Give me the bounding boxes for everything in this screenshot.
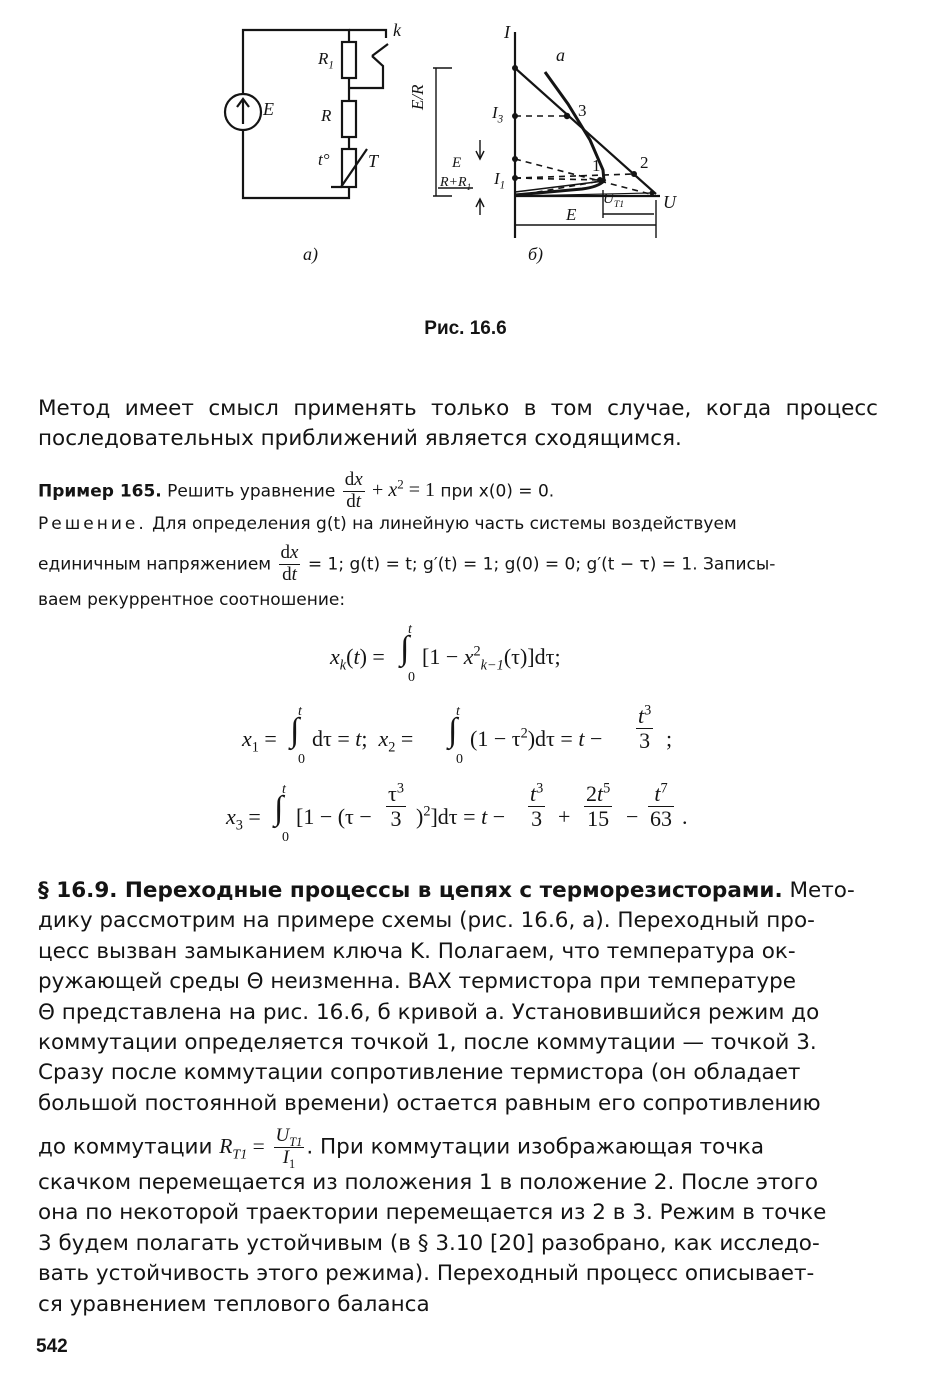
label-axis-i: I	[504, 22, 510, 42]
solution-line-2: единичным напряжением $\frac{dx}{dt}$ = 1; g(t) = t; g′(t) = 1; g(0) = 0; g′(t − τ) = 1. Записы-	[38, 542, 776, 585]
page-number: 542	[36, 1336, 68, 1357]
solution-line-1: Решение. Для определения g(t) на линейную часть системы воздействуем	[38, 514, 737, 534]
label-i1: $I_1$	[494, 169, 506, 192]
label-r1: $R_1$	[318, 49, 334, 72]
intro-paragraph: Метод имеет смысл применять только в том случае, когда процесс последовательных приближений является сходящимся.	[38, 396, 878, 452]
equation-x1-x2: $x_1$ = ∫ t 0 dτ = t; $x_2$ = ∫ t 0 $(1 - \tau^2)d\tau = t$ − $\frac{t^3}{3}$ ;	[242, 702, 673, 767]
label-point-2: 2	[640, 153, 649, 172]
label-e-bottom: E	[566, 205, 577, 224]
section-title: § 16.9. Переходные процессы в цепях с терморезисторами.	[38, 878, 783, 903]
label-curve-a: a	[556, 45, 565, 65]
label-therm-t: T	[368, 151, 379, 171]
label-frac-den: $R+R_1$	[440, 175, 472, 192]
figure-label-a: a)	[303, 244, 318, 264]
label-point-1: 1	[592, 156, 601, 175]
section-paragraph: § 16.9. Переходные процессы в цепях с терморезисторами. Мето- дику рассмотрим на примере схемы (рис. 16.6, a). Переходный про- цесс вызван замыканием ключа K. Полагаем, что температура ок- ружающей среды Θ неизменна. ВАХ термистора при температуре Θ представлена на рис. 16.6, б кривой a. Установившийся режим до коммутации определяется точкой 1, после коммутации — точкой 3. Сразу после коммутации сопротивление термистора (он обладает большой постоянной времени) остается равным его сопротивлению	[38, 878, 855, 1116]
switch-key	[372, 44, 388, 56]
label-source-e: E	[263, 99, 274, 119]
label-key-k: k	[393, 20, 401, 40]
figure-16-6	[0, 0, 931, 290]
figure-caption: Рис. 16.6	[424, 318, 507, 339]
label-ut1: $U_{T1}$	[603, 191, 625, 210]
section-tail: скачком перемещается из положения 1 в положение 2. После этого она по некоторой траектории перемещается из 2 в 3. Режим в точке 3 будем полагать устойчивым (в § 3.10 [20] разобрано, как исследо- вать устойчивость этого режима). Переходный процесс описывает- ся уравнением теплового баланса	[38, 1170, 827, 1317]
resistor-r1	[342, 42, 356, 78]
equation-recurrence: $x_k(t)$ = ∫ t 0 $[1 - x^2_{k-1}(\tau)]d\tau$;	[330, 622, 561, 685]
figure-label-b: б)	[528, 244, 544, 264]
rt-line: до коммутации $R_{T1}$ = $\frac{U_{T1}}{I_1}$ . При коммутации изображающая точка	[38, 1125, 765, 1171]
label-therm-temp: t°	[318, 150, 330, 169]
label-axis-u: U	[663, 192, 676, 212]
resistor-r	[342, 101, 356, 137]
label-r: R	[321, 106, 332, 125]
label-e-over-r: E/R	[408, 84, 427, 110]
solution-line-3: ваем рекуррентное соотношение:	[38, 590, 346, 610]
label-i3: $I_3$	[492, 103, 504, 126]
example-line: Пример 165. Решить уравнение $\frac{dx}{dt}$ + $x^2 = 1$ при x(0) = 0.	[38, 469, 555, 512]
equation-x3: $x_3$ = ∫ t 0 [1 − (τ − $\frac{\tau^3}{3}$ )$^2$]dτ = t − $\frac{t^3}{3}$ + $\frac{2t^5}{15}$ − $\frac{t^7}{63}$ .	[226, 780, 688, 845]
label-point-3: 3	[578, 101, 587, 120]
label-frac-num: E	[452, 155, 462, 171]
